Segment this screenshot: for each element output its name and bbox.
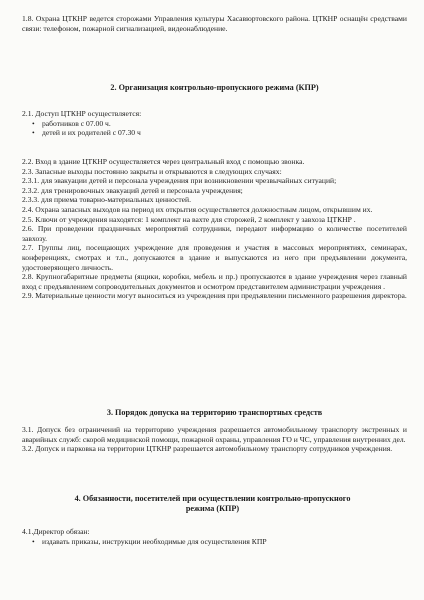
section-4-heading — [60, 494, 365, 513]
section-2-1 — [22, 109, 407, 138]
heading-section-3: 3. Порядок допуска на территорию транспортных средств — [106, 408, 323, 417]
section-3-heading — [22, 408, 407, 418]
paragraph-2-1: 2.1. Доступ ЦТКНР осуществляется: — [22, 109, 142, 118]
paragraph-3-1: 3.1. Допуск без ограничений на территорию учреждения разрешается автомобильному транспорту экстренных и аварийных служб: скорой медицинской помощи, пожарной охраны, управления ГО и ЧС, управления внутренних дел. — [22, 425, 407, 444]
paragraph-2-8: 2.8. Крупногабаритные предметы (ящики, коробки, мебель и пр.) пропускаются в здание учреждения через главный вход с предъявлением сопроводительных документов и осмотром представителем администрации учреждения . — [22, 272, 407, 291]
paragraph-2-3-1: 2.3.1. для эвакуации детей и персонала учреждения при возникновении чрезвычайных ситуаций; — [22, 176, 337, 186]
paragraph-2-7: 2.7. Группы лиц, посещающих учреждение для проведения и участия в массовых мероприятиях, семинарах, конференциях, смотрах и т.п., допускаются в здание и выпускаются из него при предъявлении документа, удостоверяющего личность. — [22, 243, 407, 272]
section-2-heading — [22, 83, 407, 93]
section-1-8 — [22, 14, 407, 33]
paragraph-2-3-2: 2.3.2. для тренировочных эвакуаций детей и персонала учреждения; — [22, 185, 243, 195]
paragraph-2-3: 2.3. Запасные выходы постоянно закрыты и открываются в следующих случаях: — [22, 166, 282, 176]
bullet-list-4-1 — [22, 537, 407, 547]
paragraph-2-6: 2.6. При проведении праздничных мероприятий сотрудники, передают информацию о количестве посетителей завхозу. — [22, 224, 407, 243]
paragraph-2-3-3: 2.3.3. для приема товарно-материальных ценностей. — [22, 195, 192, 205]
paragraph-2-5: 2.5. Ключи от учреждения находятся: 1 комплект на вахте для сторожей, 2 комплект у завхоза ЦТКНР . — [22, 214, 356, 224]
bullet-list-2-1 — [22, 119, 407, 138]
section-3-body — [22, 425, 407, 454]
section-2-body — [22, 157, 407, 301]
section-4-1 — [22, 527, 407, 546]
paragraph-3-2: 3.2. Допуск и парковка на территории ЦТКНР разрешается автомобильному транспорту сотрудников учреждения. — [22, 444, 393, 454]
paragraph-4-1: 4.1.Директор обязан: — [22, 527, 90, 536]
paragraph-2-4: 2.4. Охрана запасных выходов на период их открытия осуществляется должностным лицом, открывшим их. — [22, 204, 373, 214]
list-item: • детей и их родителей с 07.30 ч — [22, 128, 407, 138]
paragraph-1-8: 1.8. Охрана ЦТКНР ведется сторожами Управления культуры Хасавюртовского района. ЦТКНР оснащён средствами связи: телефоном, пожарной сигнализацией, видеонаблюдение. — [22, 14, 407, 33]
list-item: • издавать приказы, инструкции необходимые для осуществления КПР — [22, 537, 407, 547]
list-item: • работников с 07.00 ч. — [22, 119, 407, 129]
paragraph-2-2: 2.2. Вход в здание ЦТКНР осуществляется через центральный вход с помощью звонка. — [22, 157, 305, 166]
heading-section-4: 4. Обязанности, посетителей при осуществлении контрольно-пропускного режима (КПР) — [74, 494, 351, 513]
paragraph-2-9: 2.9. Материальные ценности могут выноситься из учреждения при предъявлении письменного разрешения директора. — [22, 291, 407, 301]
heading-section-2: 2. Организация контрольно-пропускного режима (КПР) — [110, 83, 319, 92]
